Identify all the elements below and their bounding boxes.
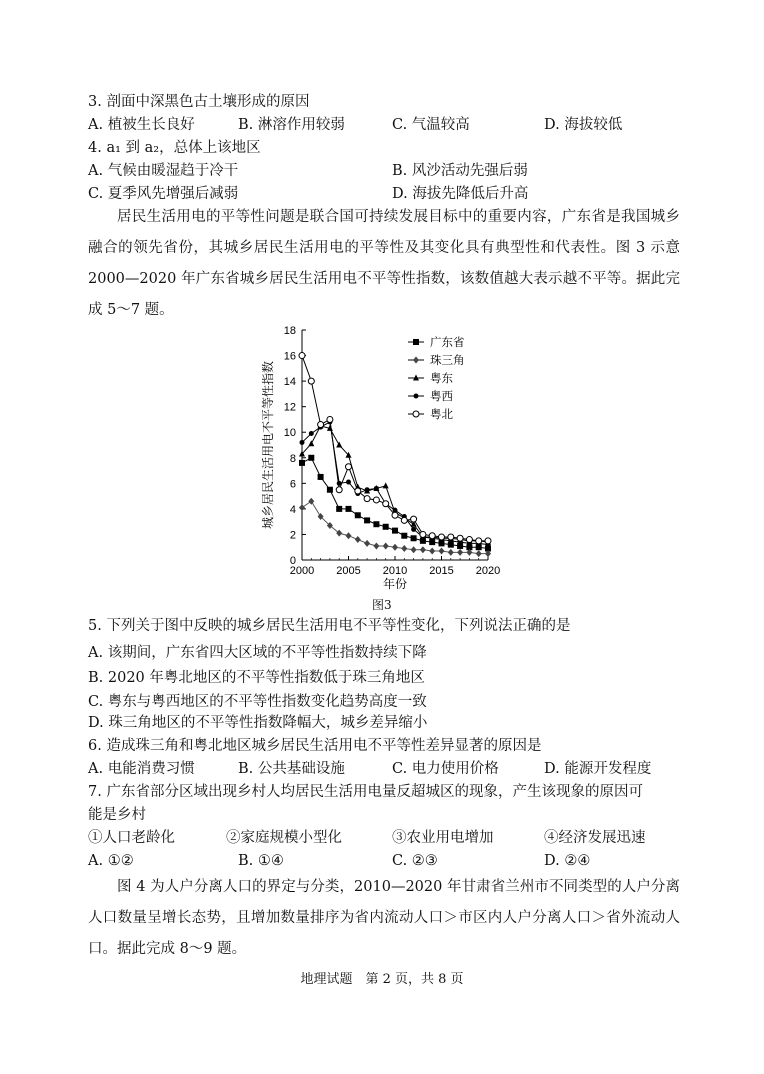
data-point bbox=[308, 455, 314, 461]
q7-option-c: C. ②③ bbox=[392, 853, 438, 869]
q7-stem-line-1: 7. 广东省部分区域出现乡村人均居民生活用电量反超城区的现象，产生该现象的原因可 bbox=[88, 784, 643, 800]
data-point bbox=[401, 533, 407, 539]
data-point bbox=[355, 488, 361, 494]
intro-paragraph-8-9 bbox=[88, 872, 680, 965]
data-point bbox=[373, 497, 379, 503]
data-point bbox=[336, 530, 342, 537]
data-point bbox=[308, 498, 314, 505]
data-point bbox=[364, 496, 370, 502]
data-point bbox=[346, 480, 351, 485]
q6-option-d: D. 能源开发程度 bbox=[544, 761, 652, 777]
data-point bbox=[346, 464, 352, 470]
q4-stem: 4. a₁ 到 a₂，总体上该地区 bbox=[88, 140, 261, 156]
data-point bbox=[392, 544, 398, 551]
x-tick-label: 2015 bbox=[429, 565, 454, 577]
data-point bbox=[309, 431, 314, 436]
x-tick-label: 2000 bbox=[289, 565, 315, 577]
q7-stem-line-2: 能是乡村 bbox=[88, 807, 146, 823]
legend-label: 广东省 bbox=[430, 337, 465, 349]
data-point bbox=[299, 353, 305, 359]
data-point bbox=[336, 487, 342, 493]
data-point bbox=[383, 482, 389, 488]
q5-option-c: C. 粤东与粤西地区的不平等性指数变化趋势高度一致 bbox=[88, 694, 427, 710]
y-tick-label: 14 bbox=[283, 376, 296, 389]
legend-label: 珠三角 bbox=[430, 355, 465, 367]
q3-option-a: A. 植被生长良好 bbox=[88, 117, 195, 133]
data-point bbox=[373, 542, 379, 549]
data-point bbox=[392, 512, 398, 518]
intro-paragraph-5-7 bbox=[88, 202, 680, 326]
data-point bbox=[476, 550, 482, 557]
q3-option-d: D. 海拔较低 bbox=[544, 117, 623, 133]
legend-marker bbox=[413, 357, 419, 364]
data-point bbox=[429, 548, 435, 555]
q3-stem: 3. 剖面中深黑色古土壤形成的原因 bbox=[88, 94, 310, 110]
data-point bbox=[466, 537, 472, 543]
data-point bbox=[401, 517, 407, 523]
data-point bbox=[336, 442, 342, 448]
data-point bbox=[476, 538, 482, 544]
y-tick-label: 12 bbox=[283, 401, 296, 414]
y-tick-label: 8 bbox=[289, 452, 296, 465]
figure-3-title: 图3 bbox=[372, 598, 392, 612]
y-tick-label: 16 bbox=[283, 350, 296, 363]
y-tick-label: 6 bbox=[289, 478, 296, 491]
data-point bbox=[411, 527, 416, 532]
q7-option-d: D. ②④ bbox=[544, 853, 591, 869]
data-point bbox=[448, 549, 454, 556]
q6-option-b: B. 公共基础设施 bbox=[238, 761, 345, 777]
y-tick-label: 18 bbox=[283, 325, 296, 337]
data-point bbox=[318, 422, 324, 428]
q5-option-d: D. 珠三角地区的不平等性指数降幅大，城乡差异缩小 bbox=[88, 715, 428, 731]
legend-marker bbox=[414, 394, 419, 399]
x-tick-label: 2020 bbox=[475, 565, 501, 577]
data-point bbox=[365, 487, 370, 492]
data-point bbox=[439, 534, 445, 540]
data-point bbox=[411, 516, 417, 522]
y-tick-label: 2 bbox=[289, 529, 296, 542]
data-point bbox=[327, 487, 333, 493]
data-point bbox=[299, 460, 305, 466]
q5-option-a: A. 该期间，广东省四大区域的不平等性指数持续下降 bbox=[88, 645, 427, 661]
data-point bbox=[420, 531, 426, 537]
q7-option-b: B. ①④ bbox=[238, 853, 284, 869]
data-point bbox=[439, 548, 445, 555]
y-axis-label: 城乡居民生活用电不平等性指数 bbox=[261, 360, 275, 530]
x-axis-label: 年份 bbox=[382, 577, 408, 591]
q7-item-1: ①人口老龄化 bbox=[88, 830, 175, 846]
data-point bbox=[457, 535, 463, 541]
data-point bbox=[383, 524, 389, 530]
data-point bbox=[308, 440, 314, 446]
intro-text-8-9: 图 4 为人户分离人口的界定与分类，2010—2020 年甘肃省兰州市不同类型的人户分离人口数量呈增长态势，且增加数量排序为省内流动人口＞市区内人户分离人口＞省外流动人口。据此完成 8～9 题。 bbox=[88, 879, 680, 957]
data-point bbox=[373, 521, 379, 527]
data-point bbox=[411, 546, 417, 553]
data-point bbox=[374, 486, 379, 491]
y-tick-label: 10 bbox=[283, 427, 296, 440]
data-point bbox=[411, 535, 417, 541]
data-point bbox=[364, 517, 370, 523]
q3-option-b: B. 淋溶作用较弱 bbox=[238, 117, 345, 133]
data-point bbox=[420, 546, 426, 553]
data-point bbox=[383, 501, 389, 507]
x-tick-label: 2005 bbox=[336, 565, 361, 577]
legend-label: 粤西 bbox=[430, 391, 453, 403]
data-point bbox=[364, 540, 370, 547]
data-point bbox=[346, 532, 352, 539]
q7-item-2: ②家庭规模小型化 bbox=[226, 830, 342, 846]
intro-text-5-7: 居民生活用电的平等性问题是联合国可持续发展目标中的重要内容，广东省是我国城乡融合的领先省份，其城乡居民生活用电的平等性及其变化具有典型性和代表性。图 3 示意 2000—2020 年广东省城乡居民生活用电不平等性指数，该数值越大表示越不平等。据此完成 5～7 题。 bbox=[88, 209, 680, 318]
q4-option-b: B. 风沙活动先强后弱 bbox=[392, 163, 528, 179]
q6-option-a: A. 电能消费习惯 bbox=[88, 761, 195, 777]
data-point bbox=[392, 528, 398, 534]
data-point bbox=[327, 416, 333, 422]
q4-option-a: A. 气候由暖湿趋于冷干 bbox=[88, 163, 239, 179]
legend-marker bbox=[413, 339, 419, 345]
data-point bbox=[355, 512, 361, 518]
data-point bbox=[448, 534, 454, 540]
data-point bbox=[318, 474, 324, 480]
q4-option-c: C. 夏季风先增强后减弱 bbox=[88, 186, 239, 202]
data-point bbox=[355, 536, 361, 543]
q6-stem: 6. 造成珠三角和粤北地区城乡居民生活用电不平等性差异显著的原因是 bbox=[88, 738, 542, 754]
q4-option-d: D. 海拔先降低后升高 bbox=[392, 186, 529, 202]
q5-stem: 5. 下列关于图中反映的城乡居民生活用电不平等性变化，下列说法正确的是 bbox=[88, 618, 571, 634]
q3-option-c: C. 气温较高 bbox=[392, 117, 470, 133]
q6-option-c: C. 电力使用价格 bbox=[392, 761, 499, 777]
data-point bbox=[485, 538, 491, 544]
legend-marker bbox=[413, 411, 419, 417]
legend-label: 粤北 bbox=[430, 409, 453, 421]
data-point bbox=[383, 542, 389, 549]
legend-label: 粤东 bbox=[430, 373, 453, 385]
q5-option-b: B. 2020 年粤北地区的不平等性指数低于珠三角地区 bbox=[88, 670, 425, 686]
data-point bbox=[429, 533, 435, 539]
data-point bbox=[401, 545, 407, 552]
figure-3-line-chart bbox=[252, 318, 512, 598]
y-tick-label: 4 bbox=[289, 503, 296, 516]
data-point bbox=[336, 506, 342, 512]
q7-item-4: ④经济发展迅速 bbox=[544, 830, 646, 846]
data-point bbox=[457, 549, 463, 556]
x-tick-label: 2010 bbox=[382, 565, 408, 577]
data-point bbox=[346, 506, 352, 512]
data-point bbox=[300, 440, 305, 445]
page-footer: 地理试题 第 2 页，共 8 页 bbox=[300, 972, 464, 987]
y-tick-label: 0 bbox=[289, 555, 296, 567]
q7-item-3: ③农业用电增加 bbox=[392, 830, 494, 846]
data-point bbox=[308, 378, 314, 384]
q7-option-a: A. ①② bbox=[88, 853, 134, 869]
data-point bbox=[299, 504, 305, 511]
